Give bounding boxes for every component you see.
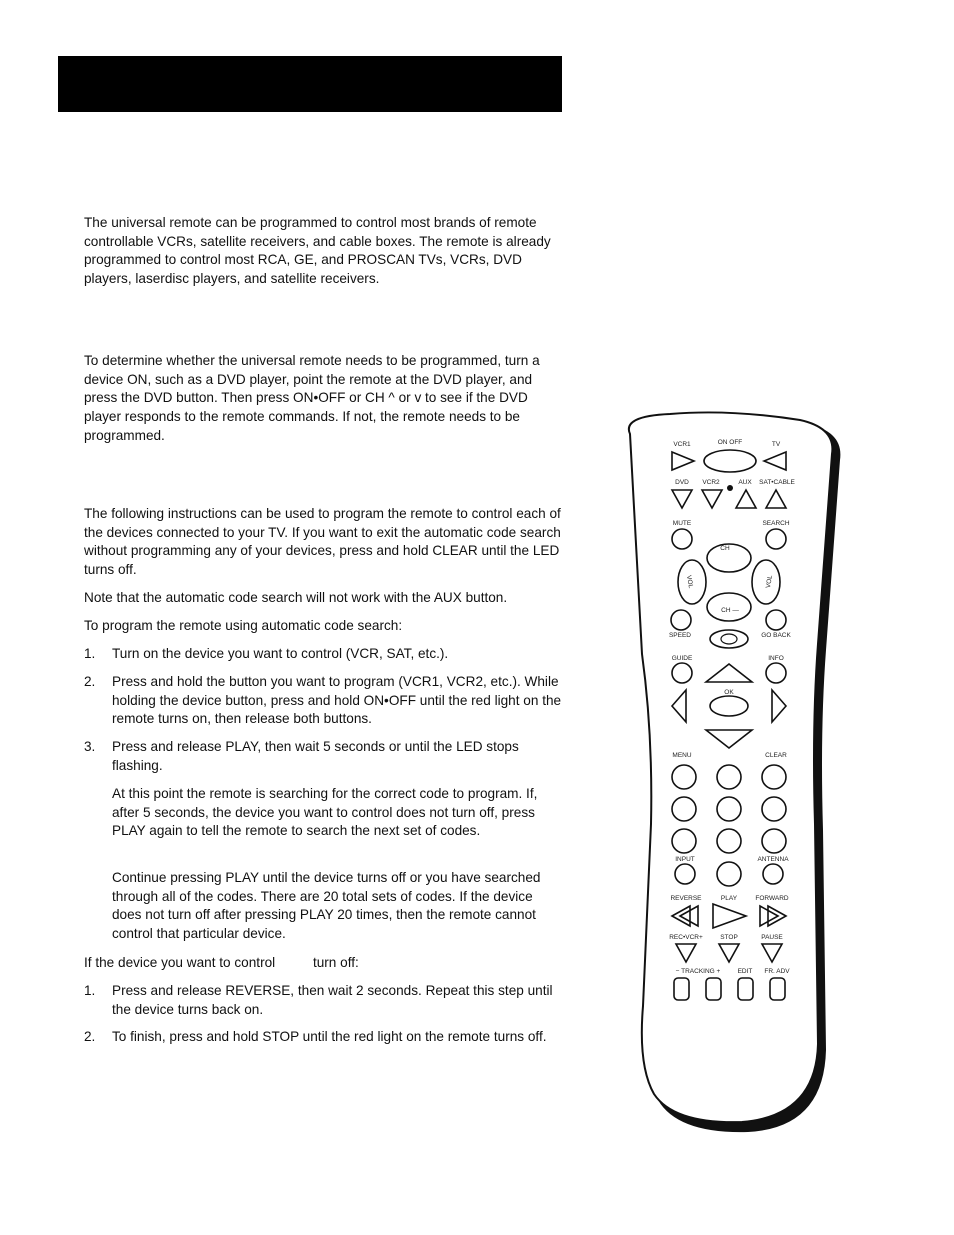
number-9-button[interactable] — [762, 829, 786, 853]
tv-label: TV — [771, 441, 781, 448]
aux-note: Note that the automatic code search will not work with the AUX button. — [84, 590, 508, 605]
go-back-label: GO BACK — [761, 632, 791, 639]
fr-adv-button[interactable] — [770, 978, 785, 1000]
clear-label: CLEAR — [765, 752, 787, 759]
remote-control-illustration — [618, 410, 844, 1136]
mute-label: MUTE — [672, 520, 692, 527]
step-2: 2. Press and hold the button you want to program (VCR1, VCR2, etc.). While holding the device button, press and hold ON•OFF until the red light on the remote turns on, then release both buttons. — [84, 674, 562, 727]
on-off-label: ON OFF — [717, 439, 743, 446]
ok-button[interactable] — [710, 696, 748, 716]
aux-label: AUX — [738, 479, 752, 486]
step-1: 1. Turn on the device you want to control (VCR, SAT, etc.). — [84, 646, 449, 661]
input-label: INPUT — [675, 856, 695, 863]
number-1-button[interactable] — [672, 765, 696, 789]
info-label: INFO — [768, 655, 784, 662]
vol-left-label: VOL — [684, 574, 695, 589]
program-intro: To program the remote using automatic code search: — [84, 618, 403, 633]
guide-button[interactable] — [672, 663, 692, 683]
step-3: 3. Press and release PLAY, then wait 5 seconds or until the LED stops flashing. — [84, 739, 519, 773]
edit-label: EDIT — [737, 968, 753, 975]
search-button[interactable] — [766, 529, 786, 549]
device-not-off-paragraph: If the device you want to control turn off: — [84, 955, 359, 970]
number-5-button[interactable] — [717, 797, 741, 821]
step-5: 2. To finish, press and hold STOP until the red light on the remote turns off. — [84, 1029, 547, 1044]
number-0-button[interactable] — [717, 862, 741, 886]
antenna-button[interactable] — [763, 864, 783, 884]
stop-label: STOP — [720, 934, 738, 941]
number-4-button[interactable] — [672, 797, 696, 821]
step-3-detail-a: At this point the remote is searching for the correct code to program. If, after 5 seconds, the device you want to control does not turn off, press PLAY again to tell the remote to search the next set of codes. — [112, 786, 538, 839]
tracking-label: − TRACKING + — [675, 968, 721, 975]
speed-label: SPEED — [668, 632, 692, 639]
center-button-inner — [721, 634, 737, 644]
guide-label: GUIDE — [671, 655, 693, 662]
instructions-paragraph: The following instructions can be used to program the remote to control each of the devices connected to your TV. If you want to exit the automatic code search without programming any of your devices, press and hold CLEAR until the LED turns off. — [84, 506, 561, 578]
mute-button[interactable] — [672, 529, 692, 549]
tracking-plus-button[interactable] — [706, 978, 721, 1000]
vol-right-label: VOL — [764, 574, 775, 589]
intro-paragraph: The universal remote can be programmed to control most brands of remote controllable VCRs, satellite receivers, and cable boxes. The remote is already programmed to control most RCA, GE, and PROSCAN TVs, VCRs, DVD players, laserdisc players, and satellite receivers. — [84, 215, 551, 287]
step-4: 1. Press and release REVERSE, then wait 2 seconds. Repeat this step until the device turns back on. — [84, 983, 553, 1017]
menu-label: MENU — [672, 752, 692, 759]
reverse-label: REVERSE — [670, 895, 702, 902]
tracking-minus-button[interactable] — [674, 978, 689, 1000]
check-paragraph: To determine whether the universal remote needs to be programmed, turn a device ON, such as a DVD player, point the remote at the DVD player, and press the DVD button. Then press ON•OFF or CH ^ or v to see if the DVD player responds to the remote commands. If not, the remote needs to be programmed. — [84, 353, 540, 443]
dvd-label: DVD — [675, 479, 689, 486]
ch-down-label: CH — — [721, 607, 739, 614]
number-7-button[interactable] — [672, 829, 696, 853]
number-6-button[interactable] — [762, 797, 786, 821]
ch-up-label: CH — [720, 545, 730, 552]
pause-label: PAUSE — [761, 934, 783, 941]
number-8-button[interactable] — [717, 829, 741, 853]
on-off-button[interactable] — [704, 450, 756, 472]
go-back-button[interactable] — [766, 610, 786, 630]
edit-button[interactable] — [738, 978, 753, 1000]
play-label: PLAY — [720, 895, 738, 902]
led-indicator — [727, 485, 733, 491]
speed-button[interactable] — [671, 610, 691, 630]
sat-cable-label: SAT•CABLE — [759, 479, 795, 486]
header-bar — [58, 56, 562, 112]
ok-label: OK — [724, 689, 734, 696]
forward-label: FORWARD — [755, 895, 789, 902]
fr-adv-label: FR. ADV — [764, 968, 790, 975]
input-button[interactable] — [675, 864, 695, 884]
number-2-button[interactable] — [717, 765, 741, 789]
step-3-detail-b: Continue pressing PLAY until the device turns off or you have searched through all of the codes. There are 20 total sets of codes. If the device does not turn off after pressing PLAY 20 times, then the remote cannot control that particular device. — [112, 870, 541, 942]
number-3-button[interactable] — [762, 765, 786, 789]
rec-label: REC•VCR+ — [669, 934, 703, 941]
search-label: SEARCH — [762, 520, 790, 527]
vcr2-label: VCR2 — [702, 479, 720, 486]
antenna-label: ANTENNA — [757, 856, 789, 863]
vcr1-label: VCR1 — [673, 441, 691, 448]
info-button[interactable] — [766, 663, 786, 683]
